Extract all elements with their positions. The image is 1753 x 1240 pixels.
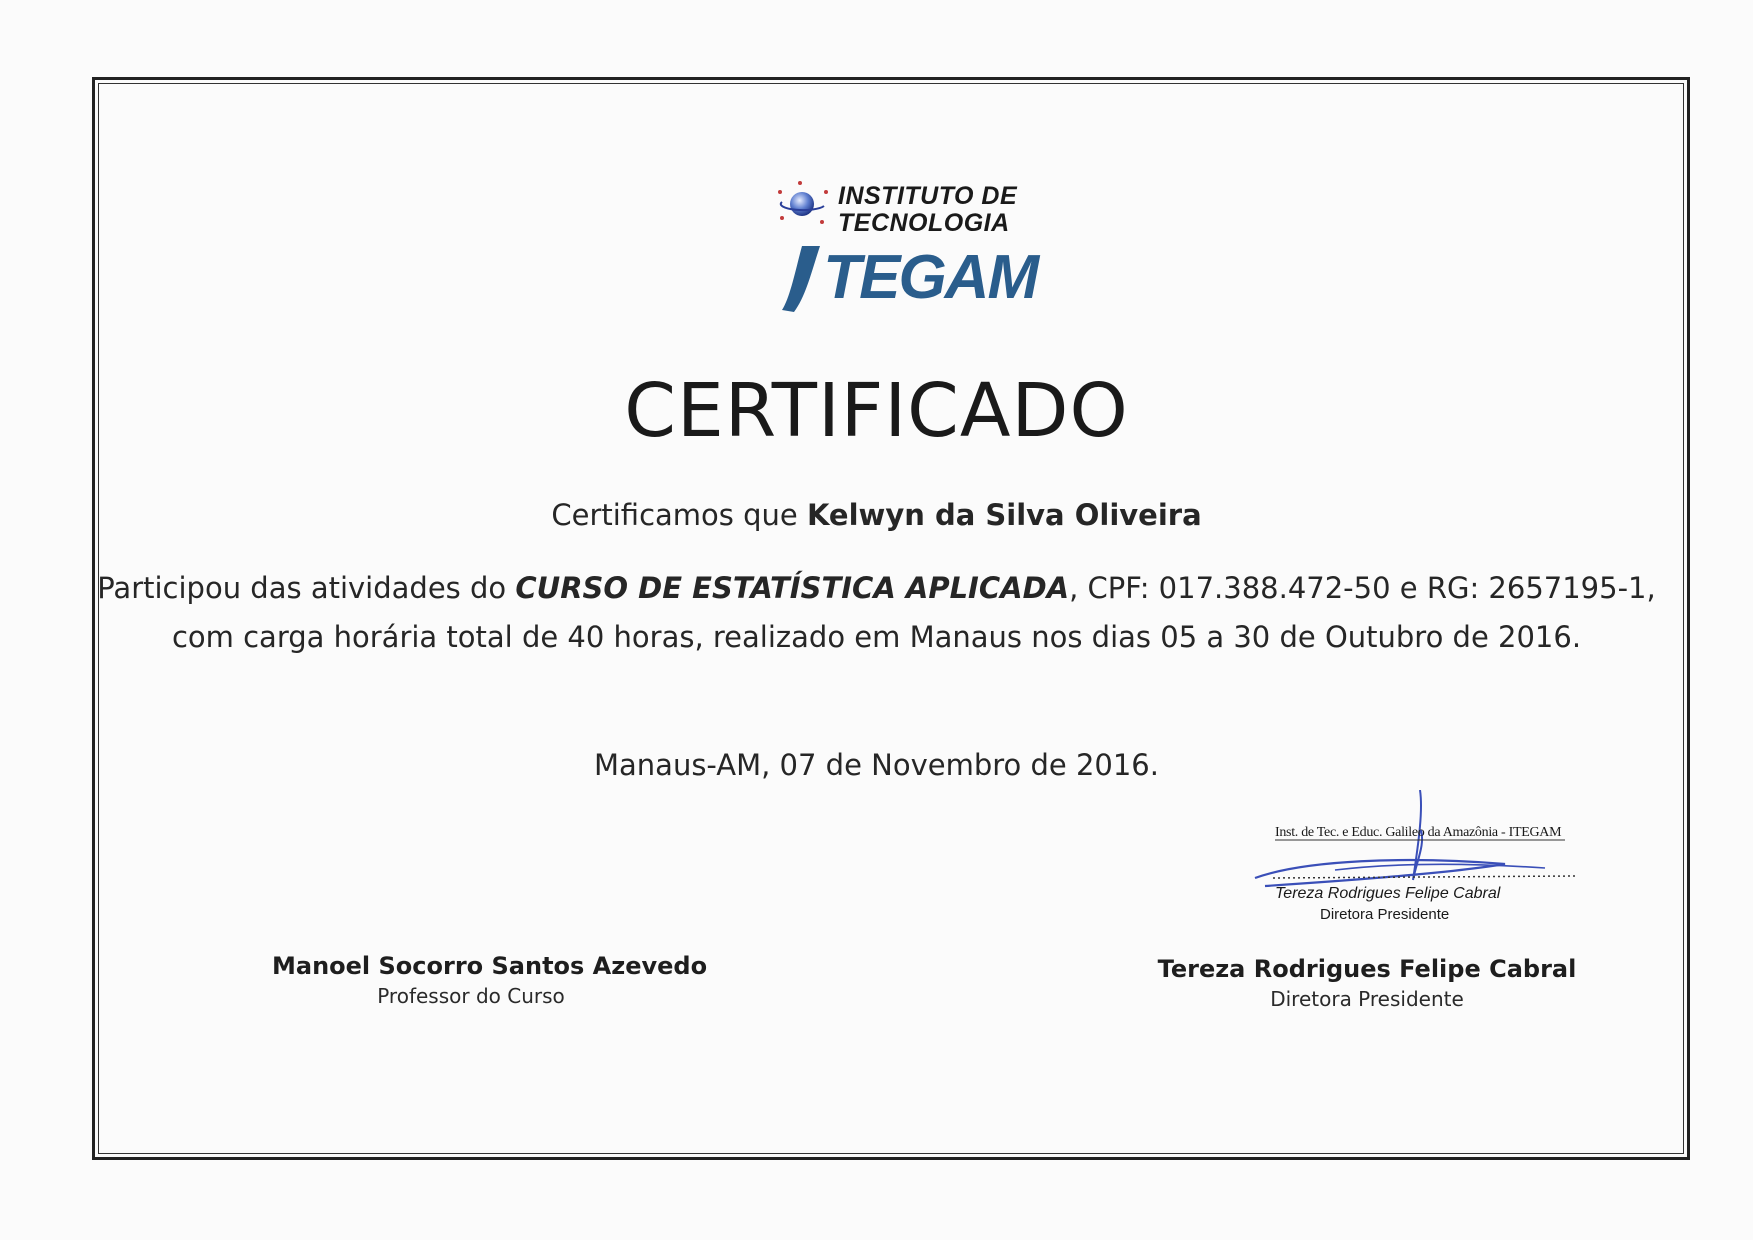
signatory-name-right: Tereza Rodrigues Felipe Cabral <box>1157 955 1577 983</box>
body-line-2: com carga horária total de 40 horas, realizado em Manaus nos dias 05 a 30 de Outubro de 2016. <box>171 620 1582 654</box>
stamp-name: Tereza Rodrigues Felipe Cabral <box>1275 885 1501 902</box>
body1-suffix: , CPF: 017.388.472-50 e RG: 2657195-1, <box>1069 571 1656 605</box>
body1-prefix: Participou das atividades do <box>97 571 516 605</box>
date-line: Manaus-AM, 07 de Novembro de 2016. <box>594 748 1159 782</box>
orb-icon <box>760 178 842 234</box>
course-name: CURSO DE ESTATÍSTICA APLICADA <box>515 571 1070 605</box>
itegam-logo <box>760 178 1080 318</box>
signature-left <box>272 952 708 1008</box>
recipient-name: Kelwyn da Silva Oliveira <box>806 498 1202 532</box>
signatory-name-left: Manoel Socorro Santos Azevedo <box>272 952 708 980</box>
signature-right <box>1138 955 1596 1011</box>
signatory-role-left: Professor do Curso <box>377 984 565 1008</box>
logo-line1: INSTITUTO DE <box>838 182 1018 210</box>
recipient-line <box>0 498 1753 532</box>
logo-line2: TECNOLOGIA <box>838 209 1010 237</box>
certificate-title: CERTIFICADO <box>624 368 1129 454</box>
signature-stamp <box>1245 790 1585 930</box>
intro-text: Certificamos que <box>551 498 807 532</box>
stamp-institution: Inst. de Tec. e Educ. Galileo da Amazônia - ITEGAM <box>1275 825 1562 840</box>
signatory-role-right: Diretora Presidente <box>1270 987 1464 1011</box>
stamp-role: Diretora Presidente <box>1320 906 1450 923</box>
logo-wordmark <box>808 242 1037 313</box>
body-line-1 <box>0 571 1753 605</box>
logo-wordmark-text: TEGAM <box>823 243 1038 312</box>
